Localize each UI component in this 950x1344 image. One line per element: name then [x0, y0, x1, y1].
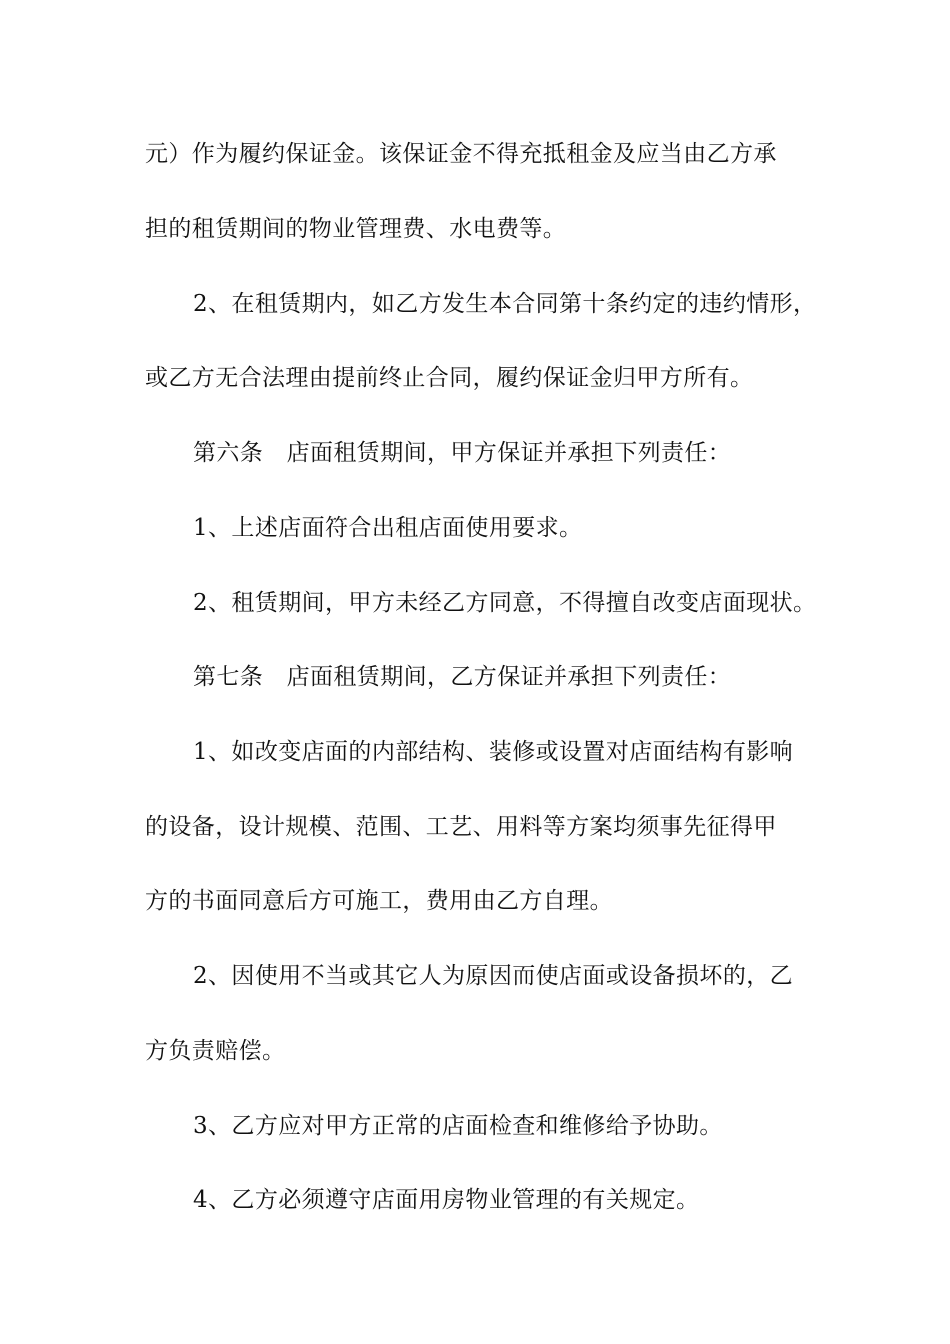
text-line: 方的书面同意后方可施工，费用由乙方自理。 [145, 888, 613, 914]
text-line: 4、乙方必须遵守店面用房物业管理的有关规定。 [193, 1187, 700, 1213]
text-line: 2、因使用不当或其它人为原因而使店面或设备损坏的，乙 [193, 963, 794, 989]
text-line: 担的租赁期间的物业管理费、水电费等。 [145, 216, 567, 242]
text-line: 2、租赁期间，甲方未经乙方同意，不得擅自改变店面现状。 [193, 590, 817, 616]
text-line: 方负责赔偿。 [145, 1038, 286, 1064]
article-heading: 第七条 店面租赁期间，乙方保证并承担下列责任： [193, 664, 732, 690]
text-line: 1、如改变店面的内部结构、装修或设置对店面结构有影响 [193, 739, 794, 765]
text-line: 的设备，设计规模、范围、工艺、用料等方案均须事先征得甲 [145, 814, 777, 840]
text-line: 或乙方无合法理由提前终止合同，履约保证金归甲方所有。 [145, 365, 754, 391]
article-heading: 第六条 店面租赁期间，甲方保证并承担下列责任： [193, 440, 732, 466]
text-line: 3、乙方应对甲方正常的店面检查和维修给予协助。 [193, 1113, 723, 1139]
text-line: 2、在租赁期内，如乙方发生本合同第十条约定的违约情形， [193, 291, 817, 317]
text-line: 1、上述店面符合出租店面使用要求。 [193, 515, 583, 541]
text-line: 元）作为履约保证金。该保证金不得充抵租金及应当由乙方承 [145, 141, 777, 167]
